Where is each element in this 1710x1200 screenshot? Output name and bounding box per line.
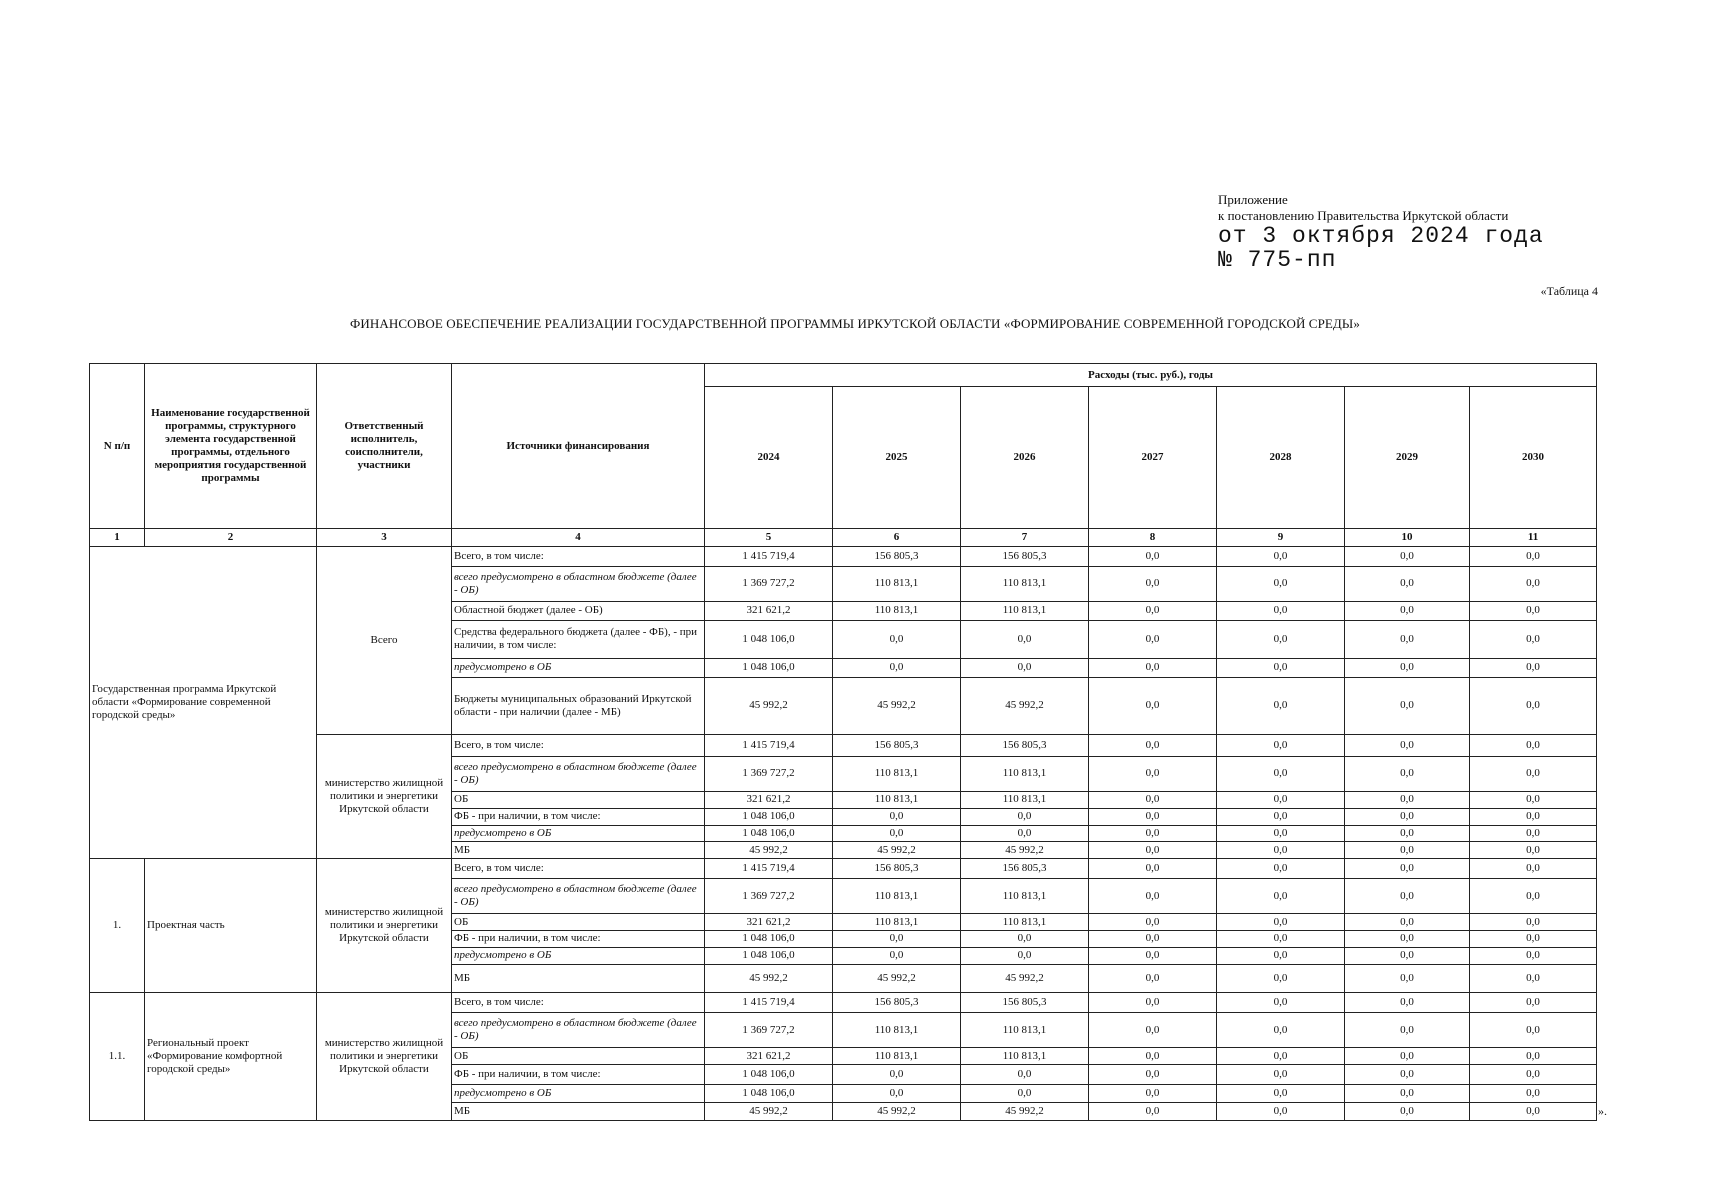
table-row — [90, 859, 1597, 879]
amount-2030: 0,0 — [1470, 1085, 1597, 1103]
amount-2029: 0,0 — [1345, 859, 1470, 879]
column-header-name: Наименование государственной программы, структурного элемента государственной программы, отдельного мероприятия государственной программы — [145, 364, 317, 529]
amount-2025: 45 992,2 — [833, 677, 961, 734]
amount-2029: 0,0 — [1345, 601, 1470, 620]
amount-2025: 45 992,2 — [833, 964, 961, 992]
amount-2025: 156 805,3 — [833, 859, 961, 879]
amount-2025: 110 813,1 — [833, 756, 961, 791]
amount-2030: 0,0 — [1470, 791, 1597, 808]
amount-2027: 0,0 — [1089, 825, 1217, 842]
amount-2026: 0,0 — [961, 1085, 1089, 1103]
amount-2027: 0,0 — [1089, 914, 1217, 931]
amount-2028: 0,0 — [1217, 1064, 1345, 1084]
amount-2025: 110 813,1 — [833, 914, 961, 931]
amount-2025: 110 813,1 — [833, 601, 961, 620]
amount-2030: 0,0 — [1470, 677, 1597, 734]
amount-2025: 0,0 — [833, 1064, 961, 1084]
amount-2025: 0,0 — [833, 1085, 961, 1103]
amount-2025: 156 805,3 — [833, 734, 961, 756]
amount-2028: 0,0 — [1217, 1085, 1345, 1103]
amount-2027: 0,0 — [1089, 879, 1217, 914]
amount-2025: 110 813,1 — [833, 1013, 961, 1048]
amount-2025: 45 992,2 — [833, 1102, 961, 1120]
item-number: 1.1. — [90, 993, 145, 1121]
amount-2029: 0,0 — [1345, 825, 1470, 842]
executor: министерство жилищной политики и энергетики Иркутской области — [317, 734, 452, 858]
amount-2029: 0,0 — [1345, 842, 1470, 859]
amount-2028: 0,0 — [1217, 734, 1345, 756]
amount-2028: 0,0 — [1217, 930, 1345, 947]
amount-2028: 0,0 — [1217, 825, 1345, 842]
column-header-executor: Ответственный исполнитель, соисполнители, участники — [317, 364, 452, 529]
amount-2024: 1 369 727,2 — [705, 1013, 833, 1048]
amount-2024: 45 992,2 — [705, 964, 833, 992]
funding-source: всего предусмотрено в областном бюджете (далее - ОБ) — [452, 1013, 705, 1048]
year-header: 2028 — [1217, 387, 1345, 529]
amount-2026: 110 813,1 — [961, 791, 1089, 808]
funding-source: Областной бюджет (далее - ОБ) — [452, 601, 705, 620]
amount-2025: 0,0 — [833, 620, 961, 658]
year-header: 2024 — [705, 387, 833, 529]
year-header: 2025 — [833, 387, 961, 529]
amount-2027: 0,0 — [1089, 734, 1217, 756]
amount-2028: 0,0 — [1217, 859, 1345, 879]
column-header-expenses: Расходы (тыс. руб.), годы — [705, 364, 1597, 387]
financing-table-body — [90, 547, 1597, 1121]
decree-number: № 775-пп — [1218, 247, 1337, 273]
amount-2029: 0,0 — [1345, 993, 1470, 1013]
amount-2027: 0,0 — [1089, 842, 1217, 859]
amount-2026: 0,0 — [961, 1064, 1089, 1084]
amount-2026: 156 805,3 — [961, 547, 1089, 567]
amount-2030: 0,0 — [1470, 1048, 1597, 1065]
amount-2029: 0,0 — [1345, 1102, 1470, 1120]
amount-2027: 0,0 — [1089, 791, 1217, 808]
funding-source: предусмотрено в ОБ — [452, 947, 705, 964]
amount-2024: 321 621,2 — [705, 914, 833, 931]
amount-2026: 110 813,1 — [961, 601, 1089, 620]
item-number: 1. — [90, 859, 145, 993]
amount-2028: 0,0 — [1217, 993, 1345, 1013]
funding-source: МБ — [452, 842, 705, 859]
amount-2030: 0,0 — [1470, 842, 1597, 859]
decree-date: от 3 октября 2024 года — [1218, 223, 1544, 249]
amount-2030: 0,0 — [1470, 964, 1597, 992]
amount-2028: 0,0 — [1217, 601, 1345, 620]
amount-2030: 0,0 — [1470, 879, 1597, 914]
amount-2026: 0,0 — [961, 808, 1089, 825]
amount-2029: 0,0 — [1345, 677, 1470, 734]
amount-2026: 0,0 — [961, 620, 1089, 658]
funding-source: всего предусмотрено в областном бюджете (далее - ОБ) — [452, 756, 705, 791]
amount-2029: 0,0 — [1345, 1085, 1470, 1103]
column-index: 7 — [961, 529, 1089, 547]
amount-2026: 45 992,2 — [961, 1102, 1089, 1120]
amount-2027: 0,0 — [1089, 677, 1217, 734]
amount-2027: 0,0 — [1089, 1013, 1217, 1048]
funding-source: МБ — [452, 964, 705, 992]
column-index: 3 — [317, 529, 452, 547]
funding-source: Всего, в том числе: — [452, 734, 705, 756]
amount-2027: 0,0 — [1089, 620, 1217, 658]
document-title: ФИНАНСОВОЕ ОБЕСПЕЧЕНИЕ РЕАЛИЗАЦИИ ГОСУДАРСТВЕННОЙ ПРОГРАММЫ ИРКУТСКОЙ ОБЛАСТИ «ФОРМИРОВАНИЕ СОВРЕМЕННОЙ ГОРОДСКОЙ СРЕДЫ» — [350, 316, 1360, 331]
appendix-header — [1218, 192, 1638, 272]
amount-2027: 0,0 — [1089, 930, 1217, 947]
amount-2030: 0,0 — [1470, 734, 1597, 756]
amount-2028: 0,0 — [1217, 658, 1345, 677]
amount-2030: 0,0 — [1470, 620, 1597, 658]
amount-2028: 0,0 — [1217, 879, 1345, 914]
item-name: Региональный проект «Формирование комфортной городской среды» — [145, 993, 317, 1121]
executor: министерство жилищной политики и энергетики Иркутской области — [317, 859, 452, 993]
amount-2029: 0,0 — [1345, 947, 1470, 964]
amount-2030: 0,0 — [1470, 756, 1597, 791]
amount-2027: 0,0 — [1089, 859, 1217, 879]
funding-source: предусмотрено в ОБ — [452, 658, 705, 677]
amount-2024: 45 992,2 — [705, 1102, 833, 1120]
amount-2027: 0,0 — [1089, 567, 1217, 602]
amount-2030: 0,0 — [1470, 567, 1597, 602]
item-name: Проектная часть — [145, 859, 317, 993]
amount-2030: 0,0 — [1470, 547, 1597, 567]
amount-2024: 321 621,2 — [705, 601, 833, 620]
amount-2029: 0,0 — [1345, 567, 1470, 602]
amount-2028: 0,0 — [1217, 1048, 1345, 1065]
amount-2024: 1 048 106,0 — [705, 1085, 833, 1103]
amount-2026: 0,0 — [961, 825, 1089, 842]
amount-2030: 0,0 — [1470, 825, 1597, 842]
column-index: 5 — [705, 529, 833, 547]
amount-2026: 110 813,1 — [961, 914, 1089, 931]
amount-2030: 0,0 — [1470, 808, 1597, 825]
amount-2026: 110 813,1 — [961, 1048, 1089, 1065]
amount-2024: 1 048 106,0 — [705, 825, 833, 842]
table-row — [90, 734, 1597, 756]
amount-2026: 110 813,1 — [961, 879, 1089, 914]
amount-2030: 0,0 — [1470, 947, 1597, 964]
amount-2025: 156 805,3 — [833, 547, 961, 567]
funding-source: ОБ — [452, 791, 705, 808]
amount-2024: 1 048 106,0 — [705, 658, 833, 677]
amount-2025: 45 992,2 — [833, 842, 961, 859]
amount-2027: 0,0 — [1089, 1064, 1217, 1084]
amount-2029: 0,0 — [1345, 734, 1470, 756]
funding-source: ОБ — [452, 1048, 705, 1065]
funding-source: Всего, в том числе: — [452, 859, 705, 879]
amount-2026: 45 992,2 — [961, 842, 1089, 859]
amount-2028: 0,0 — [1217, 808, 1345, 825]
program-name: Государственная программа Иркутской области «Формирование современной городской среды» — [90, 547, 317, 859]
amount-2028: 0,0 — [1217, 567, 1345, 602]
amount-2025: 156 805,3 — [833, 993, 961, 1013]
amount-2024: 1 415 719,4 — [705, 547, 833, 567]
amount-2029: 0,0 — [1345, 1048, 1470, 1065]
amount-2025: 110 813,1 — [833, 567, 961, 602]
amount-2026: 156 805,3 — [961, 859, 1089, 879]
amount-2027: 0,0 — [1089, 1102, 1217, 1120]
amount-2024: 45 992,2 — [705, 677, 833, 734]
amount-2024: 1 415 719,4 — [705, 859, 833, 879]
amount-2024: 1 369 727,2 — [705, 567, 833, 602]
amount-2024: 1 415 719,4 — [705, 734, 833, 756]
amount-2029: 0,0 — [1345, 620, 1470, 658]
executor: Всего — [317, 547, 452, 735]
amount-2028: 0,0 — [1217, 791, 1345, 808]
amount-2029: 0,0 — [1345, 964, 1470, 992]
decree-reference: к постановлению Правительства Иркутской области — [1218, 208, 1509, 223]
amount-2026: 156 805,3 — [961, 734, 1089, 756]
funding-source: предусмотрено в ОБ — [452, 825, 705, 842]
funding-source: всего предусмотрено в областном бюджете (далее - ОБ) — [452, 879, 705, 914]
column-index: 10 — [1345, 529, 1470, 547]
appendix-label: Приложение — [1218, 192, 1288, 207]
funding-source: ОБ — [452, 914, 705, 931]
financing-table — [89, 363, 1597, 1121]
amount-2026: 110 813,1 — [961, 756, 1089, 791]
amount-2029: 0,0 — [1345, 756, 1470, 791]
amount-2030: 0,0 — [1470, 1064, 1597, 1084]
amount-2028: 0,0 — [1217, 1013, 1345, 1048]
column-header-num: N п/п — [90, 364, 145, 529]
amount-2024: 1 048 106,0 — [705, 947, 833, 964]
amount-2024: 1 415 719,4 — [705, 993, 833, 1013]
amount-2027: 0,0 — [1089, 601, 1217, 620]
amount-2028: 0,0 — [1217, 842, 1345, 859]
year-header: 2029 — [1345, 387, 1470, 529]
amount-2028: 0,0 — [1217, 677, 1345, 734]
funding-source: Всего, в том числе: — [452, 547, 705, 567]
amount-2028: 0,0 — [1217, 756, 1345, 791]
amount-2024: 1 048 106,0 — [705, 620, 833, 658]
amount-2025: 110 813,1 — [833, 1048, 961, 1065]
amount-2026: 0,0 — [961, 947, 1089, 964]
funding-source: МБ — [452, 1102, 705, 1120]
column-index: 8 — [1089, 529, 1217, 547]
amount-2027: 0,0 — [1089, 756, 1217, 791]
column-index: 1 — [90, 529, 145, 547]
amount-2030: 0,0 — [1470, 930, 1597, 947]
amount-2025: 0,0 — [833, 930, 961, 947]
amount-2024: 1 048 106,0 — [705, 1064, 833, 1084]
amount-2026: 45 992,2 — [961, 964, 1089, 992]
amount-2028: 0,0 — [1217, 1102, 1345, 1120]
amount-2027: 0,0 — [1089, 1048, 1217, 1065]
amount-2026: 110 813,1 — [961, 1013, 1089, 1048]
amount-2024: 321 621,2 — [705, 1048, 833, 1065]
amount-2026: 0,0 — [961, 930, 1089, 947]
closing-quote-mark: ». — [1598, 1104, 1607, 1118]
amount-2028: 0,0 — [1217, 620, 1345, 658]
executor: министерство жилищной политики и энергетики Иркутской области — [317, 993, 452, 1121]
funding-source: ФБ - при наличии, в том числе: — [452, 930, 705, 947]
amount-2024: 45 992,2 — [705, 842, 833, 859]
amount-2025: 0,0 — [833, 825, 961, 842]
amount-2024: 1 369 727,2 — [705, 756, 833, 791]
amount-2029: 0,0 — [1345, 930, 1470, 947]
amount-2026: 0,0 — [961, 658, 1089, 677]
amount-2027: 0,0 — [1089, 547, 1217, 567]
amount-2027: 0,0 — [1089, 1085, 1217, 1103]
column-index: 9 — [1217, 529, 1345, 547]
year-header: 2027 — [1089, 387, 1217, 529]
column-header-source: Источники финансирования — [452, 364, 705, 529]
amount-2030: 0,0 — [1470, 859, 1597, 879]
amount-2030: 0,0 — [1470, 993, 1597, 1013]
amount-2030: 0,0 — [1470, 1013, 1597, 1048]
amount-2026: 110 813,1 — [961, 567, 1089, 602]
table-row — [90, 547, 1597, 567]
amount-2029: 0,0 — [1345, 1013, 1470, 1048]
amount-2027: 0,0 — [1089, 947, 1217, 964]
funding-source: всего предусмотрено в областном бюджете (далее - ОБ) — [452, 567, 705, 602]
column-index: 4 — [452, 529, 705, 547]
funding-source: Бюджеты муниципальных образований Иркутской области - при наличии (далее - МБ) — [452, 677, 705, 734]
amount-2024: 1 048 106,0 — [705, 930, 833, 947]
amount-2030: 0,0 — [1470, 1102, 1597, 1120]
amount-2025: 0,0 — [833, 658, 961, 677]
amount-2027: 0,0 — [1089, 993, 1217, 1013]
funding-source: ФБ - при наличии, в том числе: — [452, 1064, 705, 1084]
amount-2028: 0,0 — [1217, 547, 1345, 567]
column-index: 11 — [1470, 529, 1597, 547]
amount-2026: 156 805,3 — [961, 993, 1089, 1013]
amount-2030: 0,0 — [1470, 914, 1597, 931]
amount-2024: 321 621,2 — [705, 791, 833, 808]
amount-2029: 0,0 — [1345, 1064, 1470, 1084]
amount-2029: 0,0 — [1345, 808, 1470, 825]
amount-2025: 0,0 — [833, 808, 961, 825]
amount-2029: 0,0 — [1345, 879, 1470, 914]
amount-2028: 0,0 — [1217, 964, 1345, 992]
amount-2027: 0,0 — [1089, 658, 1217, 677]
funding-source: Средства федерального бюджета (далее - ФБ), - при наличии, в том числе: — [452, 620, 705, 658]
amount-2030: 0,0 — [1470, 658, 1597, 677]
amount-2029: 0,0 — [1345, 658, 1470, 677]
amount-2024: 1 369 727,2 — [705, 879, 833, 914]
amount-2025: 0,0 — [833, 947, 961, 964]
year-header: 2026 — [961, 387, 1089, 529]
table-row — [90, 993, 1597, 1013]
funding-source: ФБ - при наличии, в том числе: — [452, 808, 705, 825]
year-header: 2030 — [1470, 387, 1597, 529]
amount-2026: 45 992,2 — [961, 677, 1089, 734]
amount-2025: 110 813,1 — [833, 879, 961, 914]
column-index: 2 — [145, 529, 317, 547]
amount-2024: 1 048 106,0 — [705, 808, 833, 825]
amount-2025: 110 813,1 — [833, 791, 961, 808]
amount-2028: 0,0 — [1217, 914, 1345, 931]
amount-2029: 0,0 — [1345, 547, 1470, 567]
column-index: 6 — [833, 529, 961, 547]
amount-2029: 0,0 — [1345, 791, 1470, 808]
amount-2028: 0,0 — [1217, 947, 1345, 964]
amount-2027: 0,0 — [1089, 964, 1217, 992]
table-label: «Таблица 4 — [1540, 284, 1598, 298]
funding-source: Всего, в том числе: — [452, 993, 705, 1013]
amount-2027: 0,0 — [1089, 808, 1217, 825]
amount-2029: 0,0 — [1345, 914, 1470, 931]
funding-source: предусмотрено в ОБ — [452, 1085, 705, 1103]
amount-2030: 0,0 — [1470, 601, 1597, 620]
